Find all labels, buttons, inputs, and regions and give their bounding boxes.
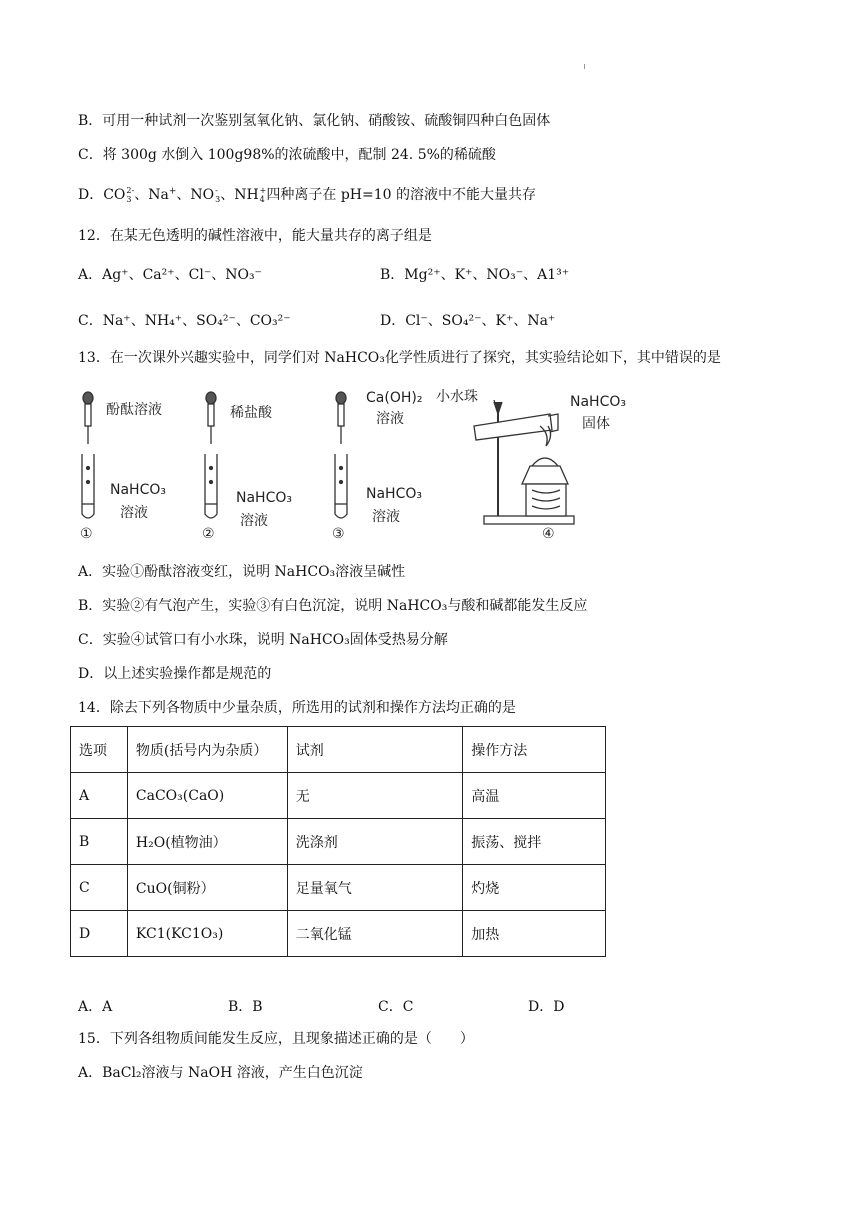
table-cell: H₂O(植物油） <box>127 819 287 865</box>
table-cell: D <box>71 911 128 957</box>
header-cell: 试剂 <box>287 727 463 773</box>
table-cell: 灼烧 <box>463 865 606 911</box>
q11-option-d: D．CO 2- 3 、Na+、NO - 3 、NH + 4 四种离子在 pH=10 的溶液中不能大量共存 <box>78 186 536 204</box>
page-tick-mark <box>584 64 585 69</box>
table-row <box>71 819 606 865</box>
header-cell: 操作方法 <box>463 727 606 773</box>
q12-stem: 12．在某无色透明的碱性溶液中，能大量共存的离子组是 <box>78 228 432 244</box>
experiment-number-3: ③ <box>332 526 345 542</box>
q15-stem: 15．下列各组物质间能发生反应，且现象描述正确的是（ ） <box>78 1031 474 1047</box>
heating-apparatus <box>474 400 574 524</box>
table-cell: 振荡、搅拌 <box>463 819 606 865</box>
test-tube-1 <box>82 454 94 518</box>
q11-d-prefix: D．CO <box>78 187 126 203</box>
solid-label-line2: 固体 <box>582 416 610 432</box>
dropper3-label-line1: Ca(OH)₂ <box>366 390 423 406</box>
header-cell: 物质(括号内为杂质） <box>127 727 287 773</box>
experiment-number-1: ① <box>80 526 93 542</box>
q11-d-mid3: 、NH <box>220 187 259 203</box>
table-cell: CuO(铜粉） <box>127 865 287 911</box>
table-cell: 加热 <box>463 911 606 957</box>
table-cell: 无 <box>287 773 463 819</box>
dropper1-label: 酚酞溶液 <box>106 402 162 418</box>
table-cell: 洗涤剂 <box>287 819 463 865</box>
q14-answer-a: A．A <box>78 999 113 1015</box>
droplet-label: 小水珠 <box>436 389 478 405</box>
q11-d-suffix: 四种离子在 pH=10 的溶液中不能大量共存 <box>266 187 536 203</box>
tube2-label-line2: 溶液 <box>240 513 268 529</box>
q14-answer-d: D．D <box>528 999 565 1015</box>
tube2-label-line1: NaHCO₃ <box>236 490 292 506</box>
table-cell: CaCO₃(CaO) <box>127 773 287 819</box>
q13-stem: 13．在一次课外兴趣实验中，同学们对 NaHCO₃化学性质进行了探究，其实验结论如下，其中错误的是 <box>78 350 721 366</box>
dropper-1 <box>83 392 93 444</box>
q11-option-b: B．可用一种试剂一次鉴别氢氧化钠、氯化钠、硝酸铵、硫酸铜四种白色固体 <box>78 113 551 129</box>
q12-option-b: B．Mg²⁺、K⁺、NO₃⁻、A1³⁺ <box>380 267 570 283</box>
q14-stem: 14．除去下列各物质中少量杂质，所选用的试剂和操作方法均正确的是 <box>78 700 516 716</box>
dropper-2 <box>206 392 216 444</box>
solid-label-line1: NaHCO₃ <box>570 394 626 410</box>
q13-option-a: A．实验①酚酞溶液变红，说明 NaHCO₃溶液呈碱性 <box>78 564 406 580</box>
q14-answer-c: C．C <box>378 999 414 1015</box>
experiment-number-2: ② <box>202 526 215 542</box>
experiment-figure <box>70 386 670 546</box>
test-tube-2 <box>205 454 217 518</box>
dropper2-label: 稀盐酸 <box>230 405 272 421</box>
table-cell: 高温 <box>463 773 606 819</box>
tube3-label-line1: NaHCO₃ <box>366 486 422 502</box>
table-cell: A <box>71 773 128 819</box>
q15-option-a: A．BaCl₂溶液与 NaOH 溶液，产生白色沉淀 <box>78 1065 363 1081</box>
tube3-label-line2: 溶液 <box>372 509 400 525</box>
header-cell: 选项 <box>71 727 128 773</box>
q11-d-mid1: 、Na <box>134 187 169 203</box>
table-cell: B <box>71 819 128 865</box>
q14-answer-b: B．B <box>228 999 263 1015</box>
table-cell: 二氧化锰 <box>287 911 463 957</box>
dropper3-label-line2: 溶液 <box>376 411 404 427</box>
table-cell: KC1(KC1O₃) <box>127 911 287 957</box>
q13-option-b: B．实验②有气泡产生，实验③有白色沉淀，说明 NaHCO₃与酸和碱都能发生反应 <box>78 598 588 614</box>
q12-option-c: C．Na⁺、NH₄⁺、SO₄²⁻、CO₃²⁻ <box>78 313 291 329</box>
dropper-3 <box>336 392 346 444</box>
q14-table <box>70 726 606 957</box>
q12-option-d: D．Cl⁻、SO₄²⁻、K⁺、Na⁺ <box>380 313 556 329</box>
q11-option-c: C．将 300g 水倒入 100g98%的浓硫酸中，配制 24. 5%的稀硫酸 <box>78 147 496 163</box>
tube1-label-line1: NaHCO₃ <box>110 482 166 498</box>
q12-option-a: A．Ag⁺、Ca²⁺、Cl⁻、NO₃⁻ <box>78 267 262 283</box>
q13-option-c: C．实验④试管口有小水珠，说明 NaHCO₃固体受热易分解 <box>78 632 448 648</box>
table-row <box>71 911 606 957</box>
table-cell: C <box>71 865 128 911</box>
q11-d-mid2: 、NO <box>176 187 215 203</box>
table-header-row <box>71 727 606 773</box>
table-row <box>71 865 606 911</box>
experiment-number-4: ④ <box>542 526 555 542</box>
table-cell: 足量氧气 <box>287 865 463 911</box>
test-tube-3 <box>335 454 347 518</box>
tube1-label-line2: 溶液 <box>120 505 148 521</box>
table-row <box>71 773 606 819</box>
q13-option-d: D．以上述实验操作都是规范的 <box>78 666 272 682</box>
